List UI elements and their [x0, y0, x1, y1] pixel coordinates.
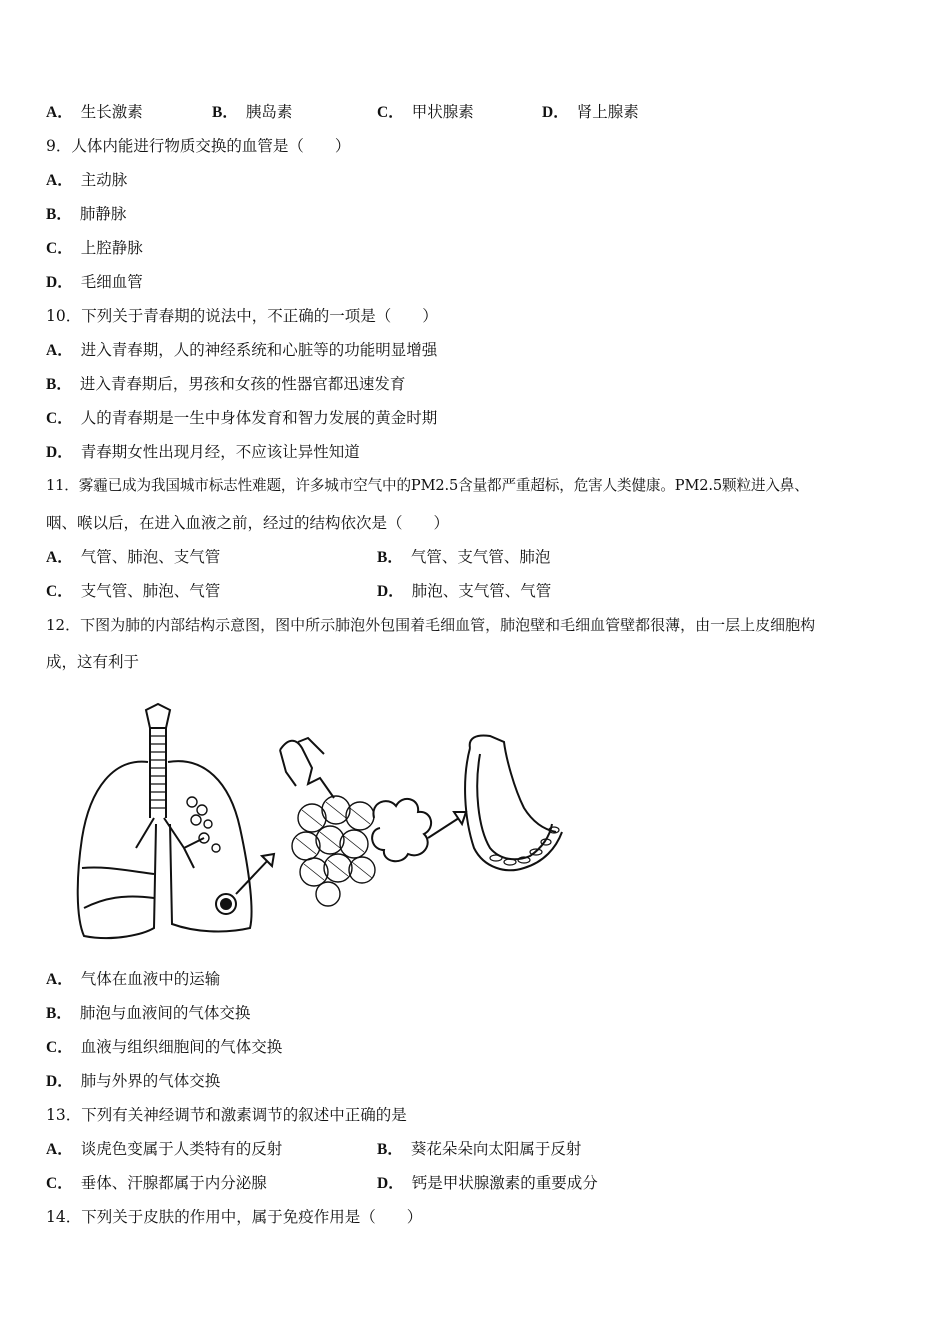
option-text: 垂体、汗腺都属于内分泌腺: [80, 1174, 267, 1192]
option-text: 谈虎色变属于人类特有的反射: [80, 1140, 283, 1158]
q13-option-a[interactable]: [46, 1139, 282, 1160]
option-letter: A．: [46, 1141, 73, 1158]
option-letter: B．: [46, 206, 72, 223]
option-letter: D．: [46, 1073, 73, 1090]
option-letter: C．: [46, 240, 73, 257]
q9-option-b[interactable]: [46, 204, 126, 225]
q12-option-d[interactable]: [46, 1071, 220, 1092]
option-letter: D．: [377, 1175, 404, 1192]
q13-option-c[interactable]: [46, 1173, 267, 1194]
q13-stem: 13．下列有关神经调节和激素调节的叙述中正确的是: [46, 1106, 407, 1124]
option-text: 气管、支气管、肺泡: [410, 548, 551, 566]
option-letter: D．: [46, 444, 73, 461]
option-text: 血液与组织细胞间的气体交换: [80, 1038, 283, 1056]
option-letter: B．: [212, 104, 238, 121]
option-letter: B．: [377, 1141, 403, 1158]
option-letter: C．: [46, 583, 73, 600]
option-text: 主动脉: [80, 171, 128, 189]
option-text: 胰岛素: [245, 103, 293, 121]
lung-diagram: [44, 698, 574, 948]
q13-option-b[interactable]: [377, 1139, 581, 1160]
option-letter: C．: [46, 1039, 73, 1056]
q9-stem: 9．人体内能进行物质交换的血管是（ ）: [46, 137, 351, 155]
q11-option-d[interactable]: [377, 581, 551, 602]
q12-stem-line1: 12．下图为肺的内部结构示意图，图中所示肺泡外包围着毛细血管，肺泡壁和毛细血管壁都很薄，由一层上皮细胞构: [46, 616, 816, 634]
q12-option-b[interactable]: [46, 1003, 250, 1024]
option-letter: A．: [46, 342, 73, 359]
option-letter: D．: [46, 274, 73, 291]
q12-option-c[interactable]: [46, 1037, 282, 1058]
q9-option-d[interactable]: [46, 272, 143, 293]
option-text: 上腔静脉: [80, 239, 143, 257]
q8-option-a[interactable]: [46, 102, 143, 123]
option-letter: A．: [46, 172, 73, 189]
option-letter: D．: [542, 104, 569, 121]
option-letter: A．: [46, 104, 73, 121]
q10-option-a[interactable]: [46, 340, 437, 361]
option-letter: D．: [377, 583, 404, 600]
option-text: 气体在血液中的运输: [80, 970, 221, 988]
option-letter: C．: [46, 1175, 73, 1192]
option-letter: A．: [46, 971, 73, 988]
q10-option-c[interactable]: [46, 408, 437, 429]
option-letter: B．: [46, 1005, 72, 1022]
q13-option-d[interactable]: [377, 1173, 598, 1194]
q12-stem-line2: 成，这有利于: [46, 653, 140, 671]
option-text: 气管、肺泡、支气管: [80, 548, 221, 566]
q12-option-a[interactable]: [46, 969, 220, 990]
option-text: 葵花朵朵向太阳属于反射: [410, 1140, 582, 1158]
q14-stem: 14．下列关于皮肤的作用中，属于免疫作用是（ ）: [46, 1208, 423, 1226]
q10-option-b[interactable]: [46, 374, 405, 395]
q10-stem: 10．下列关于青春期的说法中，不正确的一项是（ ）: [46, 307, 438, 325]
option-text: 毛细血管: [80, 273, 143, 291]
q8-option-c[interactable]: [377, 102, 474, 123]
option-text: 肺与外界的气体交换: [80, 1072, 221, 1090]
q9-option-a[interactable]: [46, 170, 127, 191]
option-letter: C．: [46, 410, 73, 427]
option-text: 进入青春期，人的神经系统和心脏等的功能明显增强: [80, 341, 438, 359]
q8-option-d[interactable]: [542, 102, 639, 123]
option-text: 肾上腺素: [576, 103, 639, 121]
q11-option-c[interactable]: [46, 581, 220, 602]
option-text: 肺静脉: [79, 205, 127, 223]
q11-option-a[interactable]: [46, 547, 220, 568]
option-letter: B．: [46, 376, 72, 393]
q9-option-c[interactable]: [46, 238, 143, 259]
q8-option-b[interactable]: [212, 102, 292, 123]
option-text: 人的青春期是一生中身体发育和智力发展的黄金时期: [80, 409, 438, 427]
option-text: 青春期女性出现月经，不应该让异性知道: [80, 443, 360, 461]
option-text: 钙是甲状腺激素的重要成分: [411, 1174, 598, 1192]
q11-stem-line2: 咽、喉以后，在进入血液之前，经过的结构依次是（ ）: [46, 514, 450, 532]
option-letter: C．: [377, 104, 404, 121]
q11-option-b[interactable]: [377, 547, 550, 568]
option-letter: A．: [46, 549, 73, 566]
option-text: 肺泡与血液间的气体交换: [79, 1004, 251, 1022]
option-text: 进入青春期后，男孩和女孩的性器官都迅速发育: [79, 375, 406, 393]
option-text: 肺泡、支气管、气管: [411, 582, 552, 600]
option-text: 生长激素: [80, 103, 143, 121]
lung-structure-figure: [44, 698, 574, 948]
option-letter: B．: [377, 549, 403, 566]
option-text: 支气管、肺泡、气管: [80, 582, 221, 600]
q10-option-d[interactable]: [46, 442, 360, 463]
option-text: 甲状腺素: [411, 103, 474, 121]
q11-stem-line1: 11．雾霾已成为我国城市标志性难题，许多城市空气中的PM2.5含量都严重超标，危害人类健康。PM2.5颗粒进入鼻、: [46, 477, 809, 494]
